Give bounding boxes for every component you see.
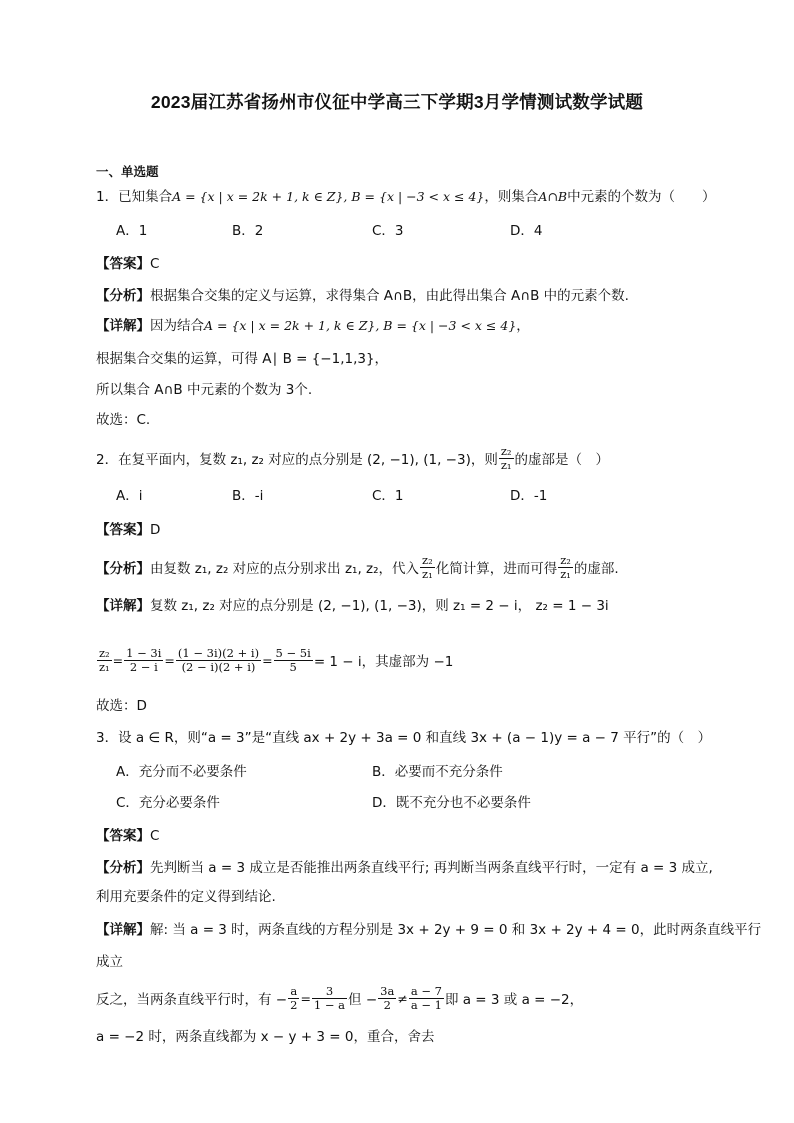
q2-stem-fraction: [499, 445, 514, 472]
q1-analysis-text: 根据集合交集的定义与运算，求得集合 A∩B，由此得出集合 A∩B 中的元素个数.: [150, 288, 629, 304]
detail-tag: 【详解】: [96, 318, 150, 334]
fraction-numerator: z₂: [560, 552, 571, 567]
q1-stem-intersection: A∩B: [538, 189, 568, 204]
q2-option-c: C．1: [372, 488, 404, 504]
q2-analysis-b: 化简计算，进而可得: [435, 561, 558, 577]
conv-fraction-4: [409, 985, 444, 1012]
q3-analysis-line1: 先判断当 a = 3 成立是否能推出两条直线平行; 再判断当两条直线平行时，一定有 a = 3 成立,: [150, 860, 713, 876]
analysis-tag: 【分析】: [96, 288, 150, 304]
q3-analysis-line2: 利用充要条件的定义得到结论.: [96, 889, 276, 905]
fraction-denominator: 5: [289, 659, 297, 674]
fraction-denominator: 2: [383, 997, 391, 1012]
q2-analysis-fraction-1: [420, 554, 435, 581]
calc-fraction-2: [124, 647, 163, 674]
fraction-numerator: a: [288, 985, 299, 999]
q1-option-d: D．4: [510, 223, 543, 239]
fraction-denominator: 2: [290, 997, 298, 1012]
fraction-numerator: 3a: [380, 983, 395, 998]
q2-option-d: D．-1: [510, 488, 548, 504]
q1-answer: [96, 254, 159, 274]
fraction-numerator: z₂: [422, 552, 433, 567]
q3-converse-a: 反之，当两条直线平行时，有 −: [96, 992, 288, 1008]
q1-answer-value: C: [150, 256, 160, 272]
q1-stem-a: 1．已知集合: [96, 189, 173, 205]
q2-option-a: A．i: [116, 488, 143, 504]
q2-stem-b: 的虚部是（ ）: [514, 452, 610, 468]
fraction-numerator: 1 − 3i: [126, 645, 162, 660]
fraction-numerator: a − 7: [410, 983, 442, 998]
conv-fraction-2: [312, 985, 347, 1012]
q1-stem-c: ，则集合: [484, 189, 539, 205]
detail-tag: 【详解】: [96, 922, 150, 938]
fraction-denominator: 2 − i: [129, 659, 158, 674]
equals-sign: =: [164, 652, 175, 668]
fraction-numerator: z₂: [99, 645, 110, 660]
fraction-denominator: 1 − a: [313, 997, 346, 1012]
fraction-denominator: z₁: [99, 659, 110, 674]
q2-stem-a: 2．在复平面内，复数 z₁, z₂ 对应的点分别是 (2, −1), (1, −3)，则: [96, 452, 498, 468]
q1-detail-line3: 所以集合 A∩B 中元素的个数为 3个.: [96, 382, 313, 398]
q3-option-a: A．充分而不必要条件: [116, 764, 247, 780]
analysis-tag: 【分析】: [96, 860, 150, 876]
q3-converse-b: 但 −: [348, 992, 378, 1008]
answer-tag: 【答案】: [96, 256, 150, 272]
detail-tag: 【详解】: [96, 598, 150, 614]
q2-detail-text: 复数 z₁, z₂ 对应的点分别是 (2, −1), (1, −3)，则 z₁ = 2 − i， z₂ = 1 − 3i: [150, 598, 609, 614]
equals-sign: =: [262, 652, 273, 668]
analysis-tag: 【分析】: [96, 561, 150, 577]
q1-stem-sets: A = {x | x = 2k + 1, k ∈ Z}, B = {x | −3 < x ≤ 4}: [172, 189, 485, 204]
q3-converse-c: 即 a = 3 或 a = −2，: [444, 992, 584, 1008]
q2-answer: [96, 520, 160, 540]
page-title: 2023届江苏省扬州市仪征中学高三下学期3月学情测试数学试题: [150, 92, 644, 112]
calc-fraction-3: [176, 647, 261, 674]
fraction-numerator: 5 − 5i: [275, 645, 311, 660]
fraction-denominator: z₁: [422, 566, 433, 581]
q2-detail: [96, 596, 609, 616]
calc-tail: = 1 − i，其虚部为 −1: [313, 654, 454, 670]
q2-calculation: [96, 638, 453, 682]
q3-stem: 3．设 a ∈ R，则“a = 3”是“直线 ax + 2y + 3a = 0 和直线 3x + (a − 1)y = a − 7 平行”的（ ）: [96, 730, 712, 746]
q2-analysis-fraction-2: [558, 554, 573, 581]
section-heading: 一、单选题: [96, 164, 159, 179]
calc-fraction-1: [97, 647, 112, 674]
equals-sign: =: [112, 652, 124, 668]
answer-tag: 【答案】: [96, 522, 150, 538]
fraction-denominator: z₁: [500, 457, 512, 472]
conv-fraction-3: [378, 985, 396, 1012]
q1-detail-a: 因为结合: [150, 318, 204, 334]
not-equal-sign: ≠: [397, 990, 408, 1006]
q3-last-line: a = −2 时，两条直线都为 x − y + 3 = 0，重合，舍去: [96, 1029, 435, 1045]
q1-detail-c: ，: [516, 318, 530, 334]
q3-converse: [96, 978, 583, 1018]
q1-option-a: A．1: [116, 223, 148, 239]
q2-analysis-a: 由复数 z₁, z₂ 对应的点分别求出 z₁, z₂，代入: [150, 561, 420, 577]
conv-fraction-1: [288, 985, 299, 1012]
q3-answer: [96, 826, 159, 846]
q2-choose: 故选：D: [96, 698, 147, 714]
q1-detail: [96, 316, 530, 336]
q3-detail-line1: 解: 当 a = 3 时，两条直线的方程分别是 3x + 2y + 9 = 0 和 3x + 2y + 4 = 0，此时两条直线平行: [150, 922, 762, 938]
answer-tag: 【答案】: [96, 828, 150, 844]
q2-analysis: [96, 550, 619, 584]
fraction-denominator: (2 − i)(2 + i): [181, 659, 256, 674]
q2-stem: [96, 441, 609, 475]
q3-analysis: [96, 858, 713, 878]
q2-answer-value: D: [150, 522, 161, 538]
q1-option-b: B．2: [232, 223, 264, 239]
q1-option-c: C．3: [372, 223, 404, 239]
q3-detail: [96, 920, 761, 940]
q2-option-b: B．-i: [232, 488, 264, 504]
q1-choose: 故选：C.: [96, 412, 151, 428]
q3-detail-line2: 成立: [96, 954, 123, 970]
q2-analysis-c: 的虚部.: [573, 561, 619, 577]
fraction-denominator: z₁: [560, 566, 571, 581]
q1-stem: [96, 187, 716, 207]
q3-answer-value: C: [150, 828, 160, 844]
q1-detail-sets: A = {x | x = 2k + 1, k ∈ Z}, B = {x | −3 < x ≤ 4}: [204, 318, 517, 333]
fraction-denominator: a − 1: [410, 997, 442, 1012]
fraction-numerator: 3: [312, 985, 347, 999]
q1-analysis: [96, 286, 629, 306]
q1-stem-e: 中元素的个数为（ ）: [567, 189, 716, 205]
q3-option-d: D．既不充分也不必要条件: [372, 795, 531, 811]
equals-sign: =: [300, 990, 311, 1006]
q3-option-c: C．充分必要条件: [116, 795, 220, 811]
fraction-numerator: (1 − 3i)(2 + i): [177, 645, 260, 660]
q1-detail-line2: 根据集合交集的运算，可得 A∣ B = {−1,1,3}，: [96, 351, 389, 367]
q3-option-b: B．必要而不充分条件: [372, 764, 503, 780]
fraction-numerator: z₂: [500, 443, 512, 458]
calc-fraction-4: [274, 647, 313, 674]
